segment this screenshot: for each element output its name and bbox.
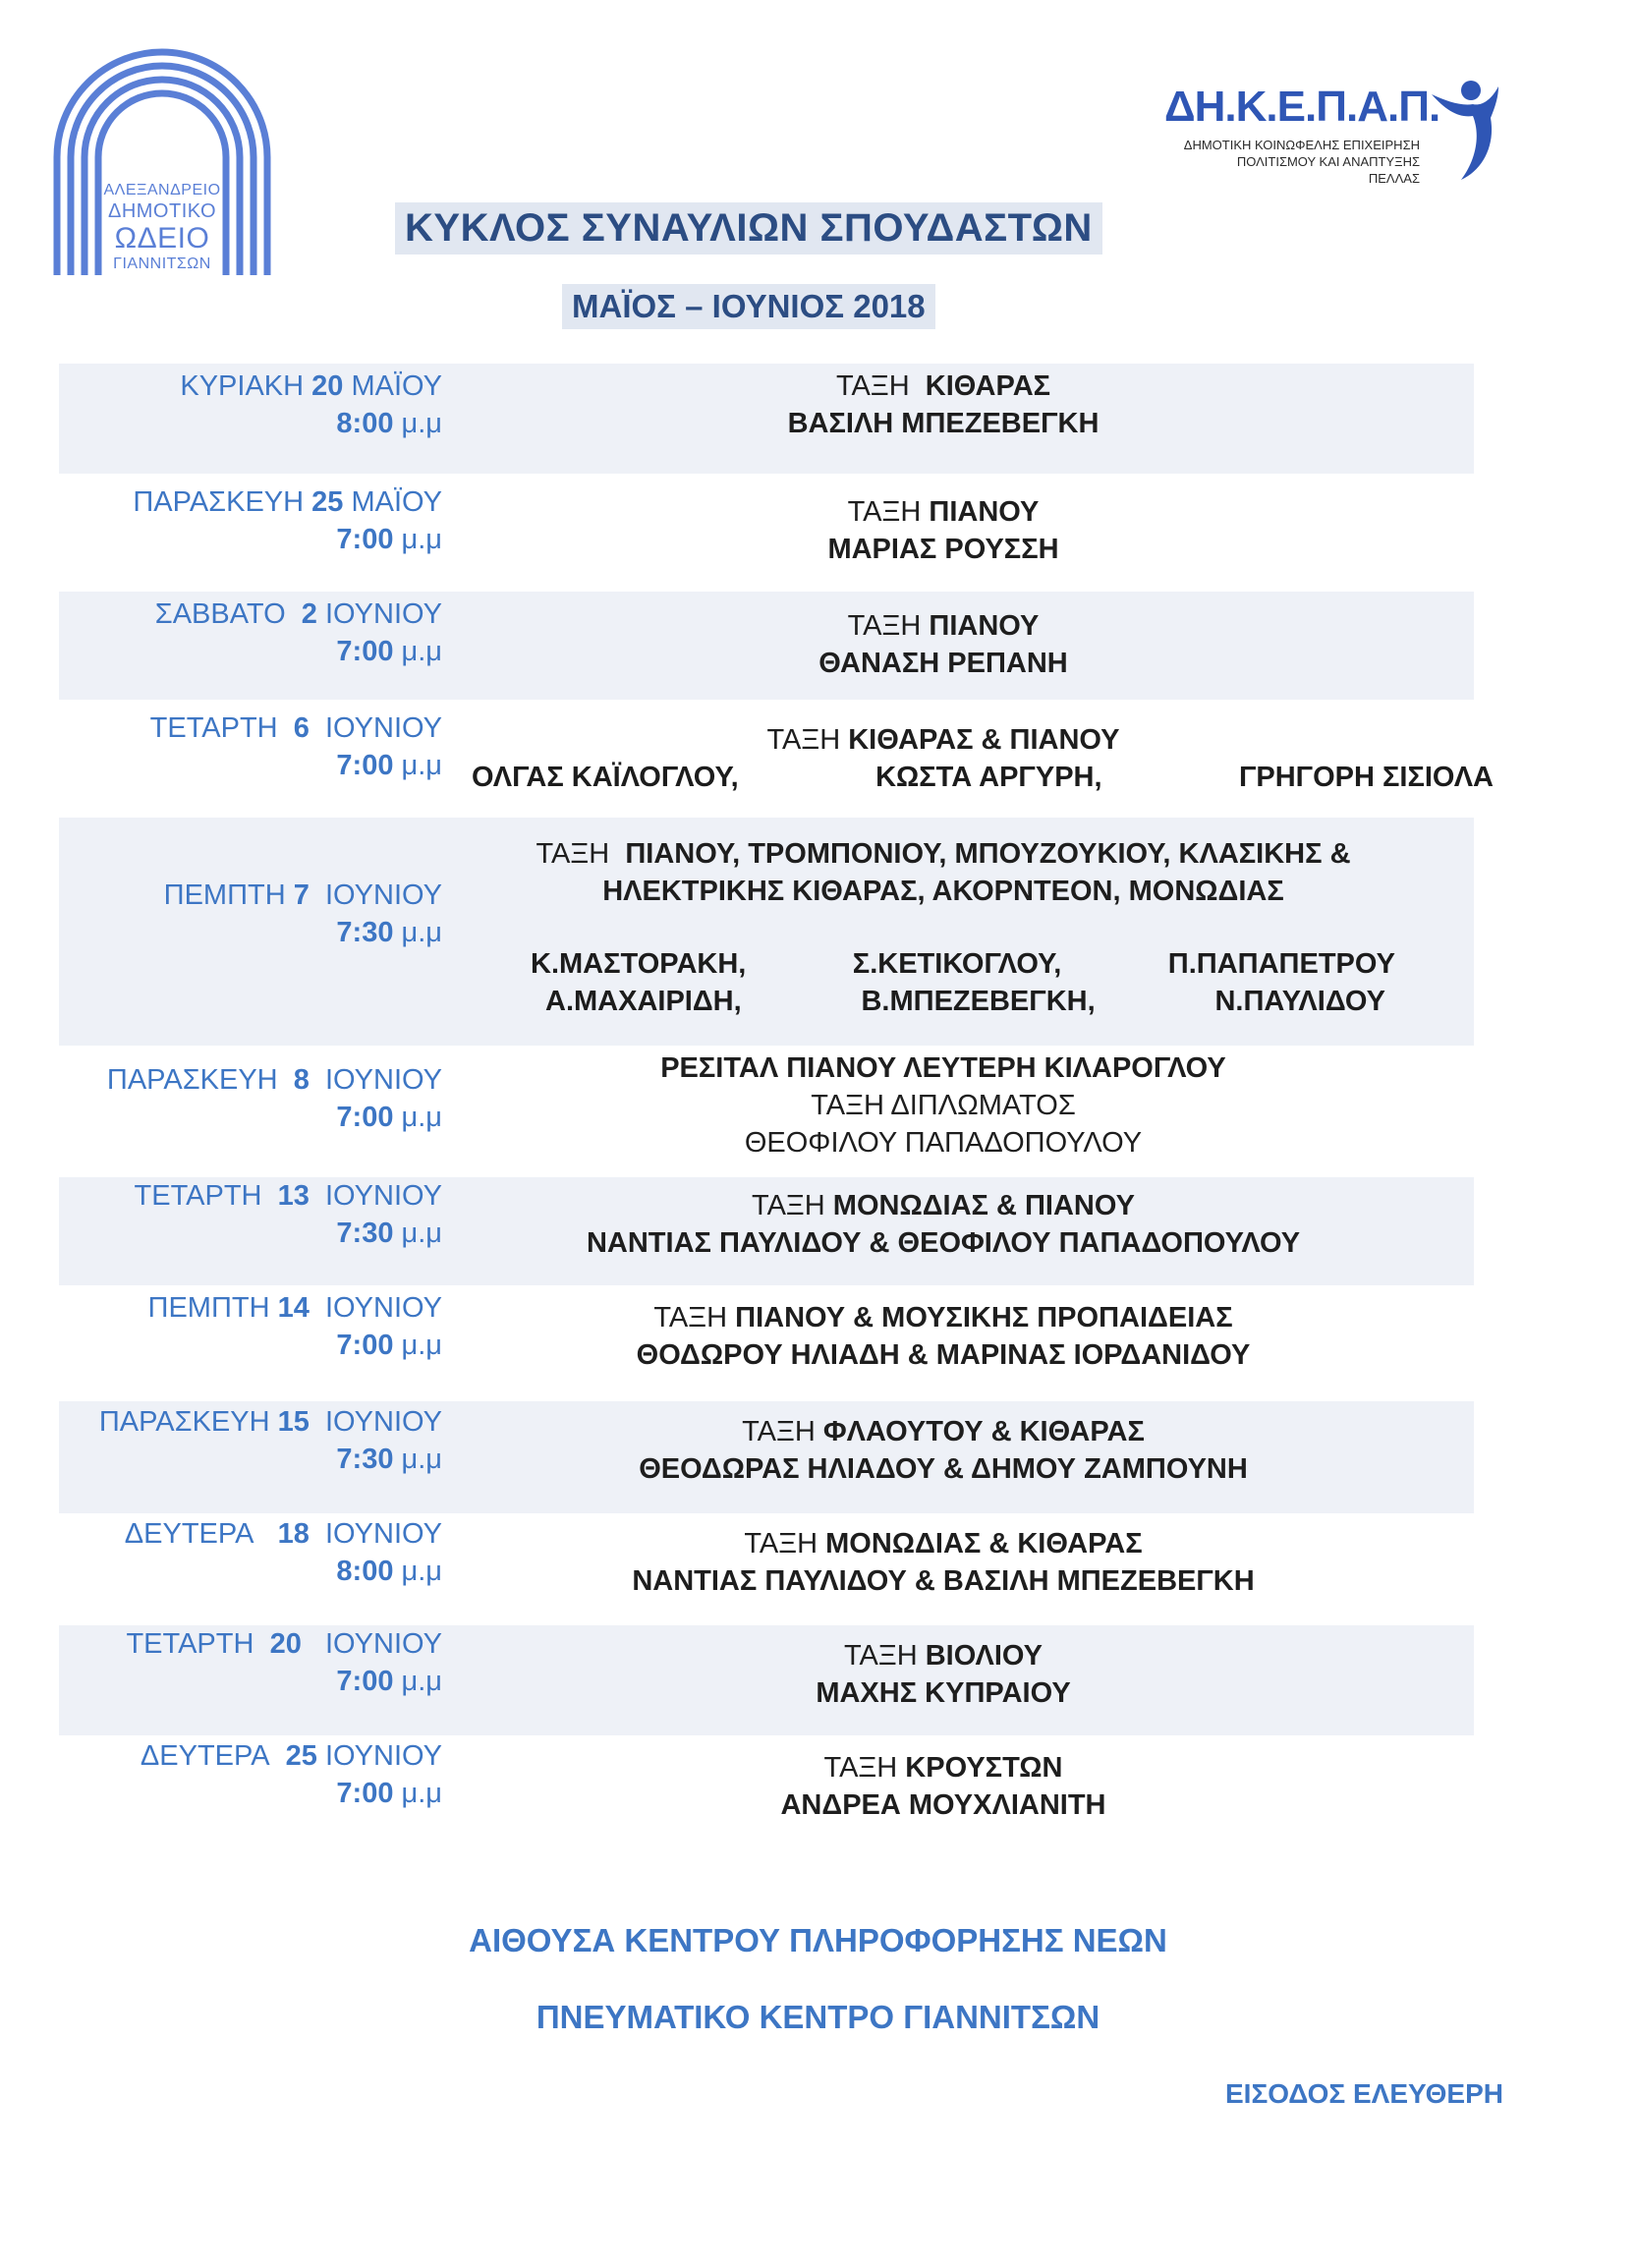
concert-info: ΤΑΞΗ ΠΙΑΝΟΥ, ΤΡΟΜΠΟΝΙΟΥ, ΜΠΟΥΖΟΥΚΙΟΥ, ΚΛΑΣΙΚΗΣ & ΗΛΕΚΤΡΙΚΗΣ ΚΙΘΑΡΑΣ, ΑΚΟΡΝΤΕΟΝ, ΜΟΝΩΔΙΑΣ (536, 838, 1351, 907)
concert-info: ΡΕΣΙΤΑΛ ΠΙΑΝΟΥ ΛΕΥΤΕΡΗ ΚΙΛΑΡΟΓΛΟΥ ΤΑΞΗ ΔΙΠΛΩΜΑΤΟΣ ΘΕΟΦΙΛΟΥ ΠΑΠΑΔΟΠΟΥΛΟΥ (660, 1052, 1226, 1159)
concert-info: ΤΑΞΗ ΠΙΑΝΟΥ ΜΑΡΙΑΣ ΡΟΥΣΣΗ (827, 496, 1059, 565)
concert-date: ΣΑΒΒΑΤΟ 2 ΙΟΥΝΙΟΥ 7:00 μ.μ (154, 598, 442, 667)
free-entry-note: ΕΙΣΟΔΟΣ ΕΛΕΥΘΕΡΗ (1224, 2078, 1503, 2109)
concert-date: ΠΑΡΑΣΚΕΥΗ 8 ΙΟΥΝΙΟΥ 7:00 μ.μ (106, 1064, 442, 1133)
concert-info: ΤΑΞΗ ΠΙΑΝΟΥ & ΜΟΥΣΙΚΗΣ ΠΡΟΠΑΙΔΕΙΑΣ ΘΟΔΩΡΟΥ ΗΛΙΑΔΗ & ΜΑΡΙΝΑΣ ΙΟΡΔΑΝΙΔΟΥ (636, 1302, 1251, 1371)
teacher-list: Κ.ΜΑΣΤΟΡΑΚΗ, Σ.ΚΕΤΙΚΟΓΛΟΥ, Π.ΠΑΠΑΠΕΤΡΟΥ (531, 948, 1395, 980)
page-title: ΚΥΚΛΟΣ ΣΥΝΑΥΛΙΩΝ ΣΠΟΥΔΑΣΤΩΝ (395, 202, 1102, 255)
concert-date: ΠΑΡΑΣΚΕΥΗ 15 ΙΟΥΝΙΟΥ 7:30 μ.μ (98, 1406, 442, 1475)
logo-line-4: ΓΙΑΝΝΙΤΣΩΝ (113, 255, 211, 272)
venue-line-1: ΑΙΘΟΥΣΑ ΚΕΝΤΡΟΥ ΠΛΗΡΟΦΟΡΗΣΗΣ ΝΕΩΝ (469, 1922, 1167, 1958)
concert-date: ΤΕΤΑΡΤΗ 20 ΙΟΥΝΙΟΥ 7:00 μ.μ (126, 1628, 442, 1697)
concert-info: ΤΑΞΗ ΚΡΟΥΣΤΩΝ ΑΝΔΡΕΑ ΜΟΥΧΛΙΑΝΙΤΗ (780, 1752, 1106, 1821)
logo-sub-3: ΠΕΛΛΑΣ (1368, 171, 1420, 186)
teacher-list: ΟΛΓΑΣ ΚΑΪΛΟΓΛΟΥ, ΚΩΣΤΑ ΑΡΓΥΡΗ, ΓΡΗΓΟΡΗ ΣΙΣΙΟΛΑ (472, 762, 1494, 793)
logo-sub-1: ΔΗΜΟΤΙΚΗ ΚΟΙΝΩΦΕΛΗΣ ΕΠΙΧΕΙΡΗΣΗ (1183, 138, 1420, 152)
venue-line-2: ΠΝΕΥΜΑΤΙΚΟ ΚΕΝΤΡΟ ΓΙΑΝΝΙΤΣΩΝ (536, 1999, 1100, 2035)
concert-info: ΤΑΞΗ ΚΙΘΑΡΑΣ ΒΑΣΙΛΗ ΜΠΕΖΕΒΕΓΚΗ (787, 370, 1100, 439)
concert-date: ΠΑΡΑΣΚΕΥΗ 25 ΜΑΪΟΥ 7:00 μ.μ (133, 486, 442, 555)
concert-info: ΤΑΞΗ ΦΛΑΟΥΤΟΥ & ΚΙΘΑΡΑΣ ΘΕΟΔΩΡΑΣ ΗΛΙΑΔΟΥ & ΔΗΜΟΥ ΖΑΜΠΟΥΝΗ (639, 1416, 1248, 1485)
concert-date: ΠΕΜΠΤΗ 7 ΙΟΥΝΙΟΥ 7:30 μ.μ (163, 879, 442, 948)
concert-info: ΤΑΞΗ ΚΙΘΑΡΑΣ & ΠΙΑΝΟΥ (766, 724, 1120, 756)
teacher-list: Α.ΜΑΧΑΙΡΙΔΗ, Β.ΜΠΕΖΕΒΕΓΚΗ, Ν.ΠΑΥΛΙΔΟΥ (545, 986, 1385, 1017)
concert-date: ΔΕΥΤΕΡΑ 18 ΙΟΥΝΙΟΥ 8:00 μ.μ (124, 1518, 442, 1587)
concert-date: ΚΥΡΙΑΚΗ 20 ΜΑΪΟΥ 8:00 μ.μ (180, 370, 442, 439)
page-subtitle: ΜΑΪΟΣ – ΙΟΥΝΙΟΣ 2018 (562, 284, 935, 329)
concert-info: ΤΑΞΗ ΒΙΟΛΙΟΥ ΜΑΧΗΣ ΚΥΠΡΑΙΟΥ (816, 1640, 1071, 1709)
concert-info: ΤΑΞΗ ΜΟΝΩΔΙΑΣ & ΠΙΑΝΟΥ ΝΑΝΤΙΑΣ ΠΑΥΛΙΔΟΥ & ΘΕΟΦΙΛΟΥ ΠΑΠΑΔΟΠΟΥΛΟΥ (586, 1190, 1301, 1259)
concert-info: ΤΑΞΗ ΜΟΝΩΔΙΑΣ & ΚΙΘΑΡΑΣ ΝΑΝΤΙΑΣ ΠΑΥΛΙΔΟΥ & ΒΑΣΙΛΗ ΜΠΕΖΕΒΕΓΚΗ (632, 1528, 1255, 1597)
logo-line-2: ΔΗΜΟΤΙΚΟ (107, 200, 217, 222)
logo-brand: ΔΗ.Κ.Ε.Π.Α.Π. (1164, 83, 1440, 131)
logo-line-3: ΩΔΕΙΟ (114, 222, 210, 255)
concert-date: ΤΕΤΑΡΤΗ 13 ΙΟΥΝΙΟΥ 7:30 μ.μ (134, 1180, 442, 1249)
logo-sub-2: ΠΟΛΙΤΙΣΜΟΥ ΚΑΙ ΑΝΑΠΤΥΞΗΣ (1236, 154, 1420, 169)
logo-line-1: ΑΛΕΞΑΝΔΡΕΙΟ (103, 182, 221, 198)
concert-date: ΠΕΜΠΤΗ 14 ΙΟΥΝΙΟΥ 7:00 μ.μ (147, 1292, 442, 1361)
concert-date: ΔΕΥΤΕΡΑ 25 ΙΟΥΝΙΟΥ 7:00 μ.μ (140, 1740, 442, 1809)
concert-date: ΤΕΤΑΡΤΗ 6 ΙΟΥΝΙΟΥ 7:00 μ.μ (149, 712, 442, 781)
concert-info: ΤΑΞΗ ΠΙΑΝΟΥ ΘΑΝΑΣΗ ΡΕΠΑΝΗ (818, 610, 1068, 679)
